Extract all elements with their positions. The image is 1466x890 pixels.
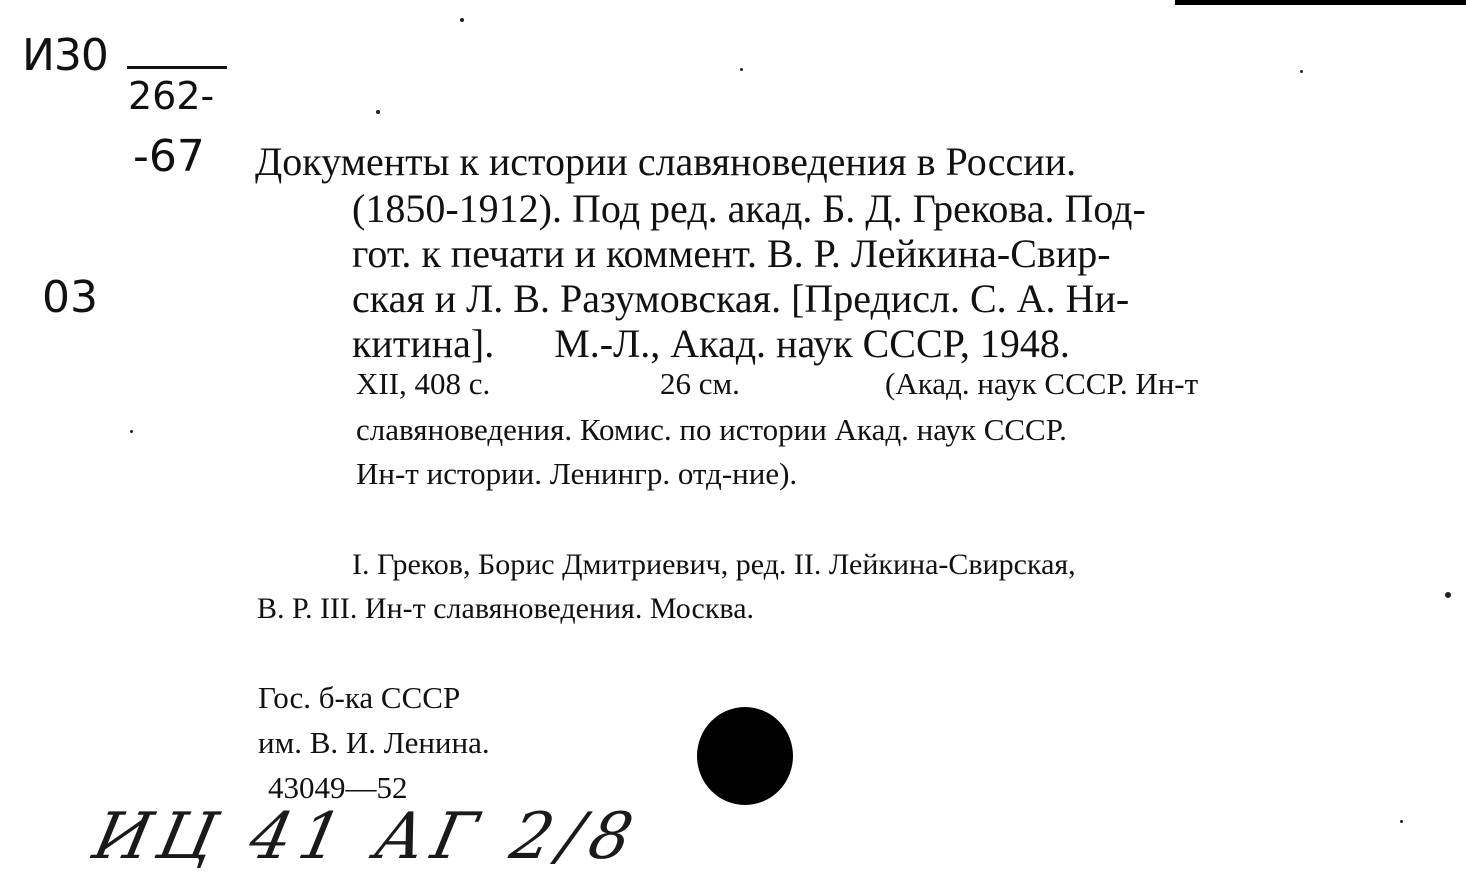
shelfmark-line-1: И30 bbox=[22, 30, 108, 81]
series-line-1: славяноведения. Комис. по истории Акад. наук СССР. bbox=[356, 412, 1067, 447]
scan-speck bbox=[460, 18, 464, 22]
card-edge bbox=[1175, 0, 1466, 5]
entry-line-4: ская и Л. В. Разумовская. [Предисл. С. А. Ни- bbox=[352, 276, 1130, 321]
scan-speck bbox=[1400, 820, 1403, 823]
shelfmark-rule bbox=[127, 66, 227, 69]
shelfmark-code: 03 bbox=[42, 272, 98, 323]
handwritten-signature: ИЦ 41 АГ 2/8 bbox=[87, 800, 647, 874]
series-start: (Акад. наук СССР. Ин-т bbox=[885, 366, 1199, 401]
library-dedication: им. В. И. Ленина. bbox=[258, 725, 490, 760]
tracing-line-1: I. Греков, Борис Дмитриевич, ред. II. Лейкина-Свирская, bbox=[352, 548, 1076, 581]
shelfmark-line-2: 262- bbox=[128, 74, 215, 118]
collation-pages: XII, 408 с. bbox=[356, 366, 491, 401]
scan-speck bbox=[376, 110, 380, 114]
scan-speck bbox=[1300, 70, 1303, 73]
series-line-2: Ин-т истории. Ленингр. отд-ние). bbox=[356, 456, 798, 491]
entry-line-1: Документы к истории славяноведения в России. bbox=[255, 139, 1077, 184]
library-name: Гос. б-ка СССР bbox=[258, 680, 461, 715]
scan-speck bbox=[740, 68, 743, 71]
punch-hole bbox=[697, 707, 793, 805]
shelfmark-line-3: -67 bbox=[133, 131, 205, 182]
library-card-number: 43049—52 bbox=[268, 770, 408, 805]
entry-line-3: гот. к печати и коммент. В. Р. Лейкина-Свир- bbox=[352, 231, 1111, 276]
scan-speck bbox=[130, 430, 133, 433]
tracing-line-2: В. Р. III. Ин-т славяноведения. Москва. bbox=[257, 592, 755, 625]
collation-size: 26 см. bbox=[660, 366, 740, 401]
entry-line-2: (1850-1912). Под ред. акад. Б. Д. Грекова. Под- bbox=[352, 186, 1146, 231]
scan-speck bbox=[1445, 592, 1451, 598]
entry-line-5: китина]. М.-Л., Акад. наук СССР, 1948. bbox=[352, 321, 1070, 366]
